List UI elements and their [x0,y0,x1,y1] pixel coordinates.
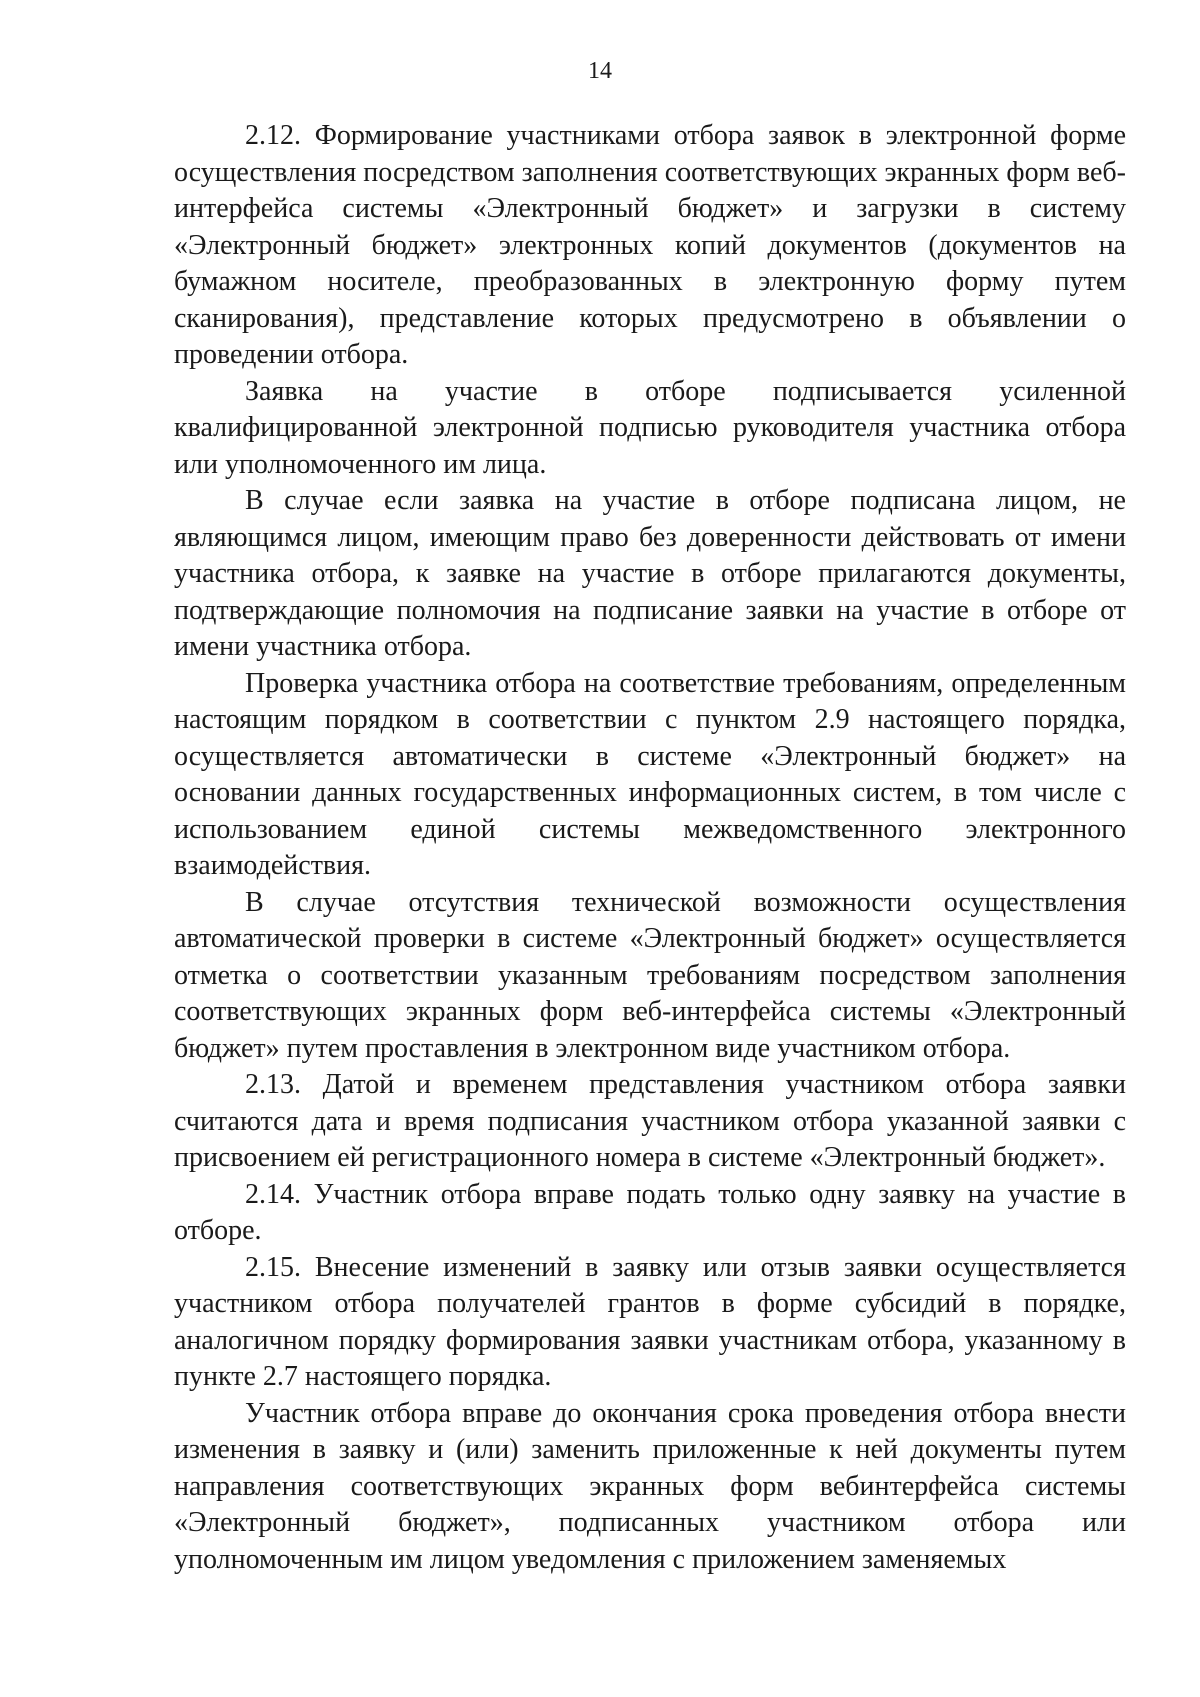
paragraph-2-13: 2.13. Датой и временем представления участником отбора заявки считаются дата и время подписания участником отбора указанной заявки с присвоением ей регистрационного номера в системе «Электронный бюджет». [174,1069,1126,1173]
paragraph-2-15: 2.15. Внесение изменений в заявку или отзыв заявки осуществляется участником отбора получателей грантов в форме субсидий в порядке, аналогичном порядку формирования заявки участникам отбора, указанному в пункте 2.7 настоящего порядка. [174,1251,1126,1392]
page-number: 14 [588,58,612,84]
paragraph-verification: Проверка участника отбора на соответствие требованиям, определенным настоящим порядком в соответствии с пунктом 2.9 настоящего порядка, осуществляется автоматически в системе «Электронный бюджет» на основании данных государственных информационных систем, в том числе с использованием единой системы межведомственного электронного взаимодействия. [174,667,1126,881]
paragraph-manual-check: В случае отсутствия технической возможности осуществления автоматической проверки в системе «Электронный бюджет» осуществляется отметка о соответствии указанным требованиям посредством заполнения соответствующих экранных форм веб-интерфейса системы «Электронный бюджет» путем проставления в электронном виде участником отбора. [174,886,1126,1064]
paragraph-2-12: 2.12. Формирование участниками отбора заявок в электронной форме осуществления посредством заполнения соответствующих экранных форм веб-интерфейса системы «Электронный бюджет» и загрузки в систему «Электронный бюджет» электронных копий документов (документов на бумажном носителе, преобразованных в электронную форму путем сканирования), представление которых предусмотрено в объявлении о проведении отбора. [174,120,1126,370]
document-body [174,118,1126,1578]
paragraph-signature: Заявка на участие в отборе подписывается усиленной квалифицированной электронной подписью руководителя участника отбора или уполномоченного им лица. [174,375,1126,480]
paragraph-authority: В случае если заявка на участие в отборе подписана лицом, не являющимся лицом, имеющим право без доверенности действовать от имени участника отбора, к заявке на участие в отборе прилагаются документы, подтверждающие полномочия на подписание заявки на участие в отборе от имени участника отбора. [174,485,1126,662]
paragraph-2-14: 2.14. Участник отбора вправе подать только одну заявку на участие в отборе. [174,1178,1126,1246]
paragraph-changes: Участник отбора вправе до окончания срока проведения отбора внести изменения в заявку и (или) заменить приложенные к ней документы путем направления соответствующих экранных форм вебинтерфейса системы «Электронный бюджет», подписанных участником отбора или уполномоченным им лицом уведомления с приложением заменяемых [174,1397,1126,1575]
